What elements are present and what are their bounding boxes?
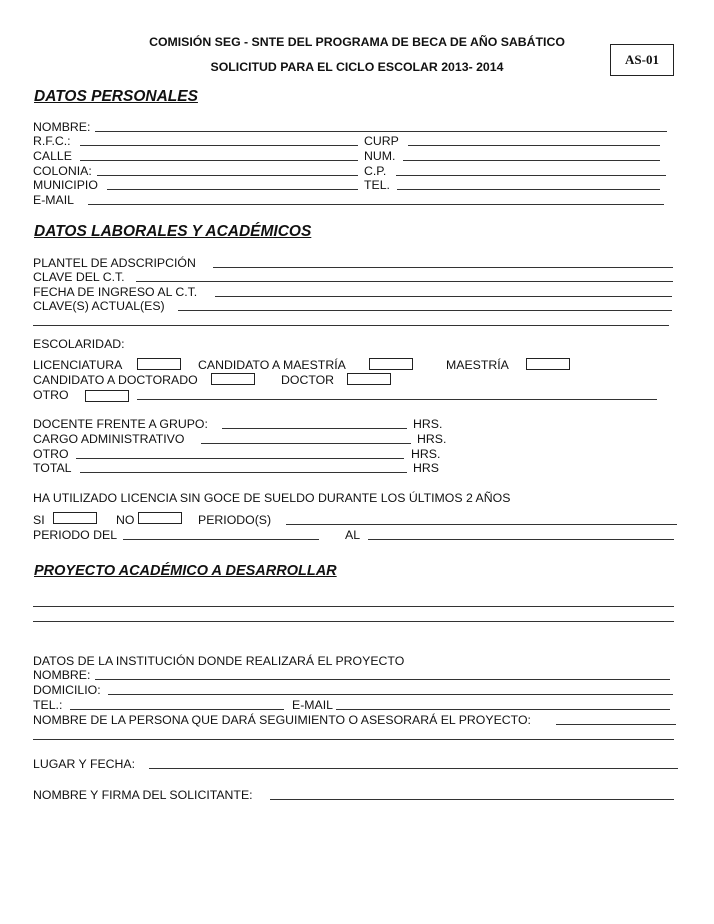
field-claves-extra[interactable] [33,325,669,326]
label-docente: DOCENTE FRENTE A GRUPO: [33,417,208,431]
label-al: AL [345,528,361,542]
field-tel[interactable] [397,189,660,190]
label-hrs-otro: HRS. [411,447,441,461]
label-licenciatura: LICENCIATURA [33,358,123,372]
label-rfc: R.F.C.: [33,134,71,148]
field-municipio[interactable] [107,189,358,190]
label-lugar-fecha: LUGAR Y FECHA: [33,757,136,771]
field-lugar-fecha[interactable] [149,768,678,769]
label-num: NUM. [364,149,396,163]
field-nombre[interactable] [95,131,667,132]
label-inst-nombre: NOMBRE: [33,668,91,682]
label-cp: C.P. [364,164,387,178]
field-asesor-extra[interactable] [33,739,674,740]
label-periodos: PERIODO(S) [198,513,272,527]
field-num[interactable] [403,160,660,161]
label-cargo: CARGO ADMINISTRATIVO [33,432,185,446]
checkbox-otro[interactable] [85,390,129,402]
label-total: TOTAL [33,461,72,475]
field-inst-tel[interactable] [70,709,284,710]
label-fecha-ingreso: FECHA DE INGRESO AL C.T. [33,285,198,299]
field-total-hrs[interactable] [80,472,407,473]
field-claves-actuales[interactable] [178,310,672,311]
field-periodos[interactable] [286,524,677,525]
field-proyecto-line2[interactable] [33,621,674,622]
label-claves-actuales: CLAVE(S) ACTUAL(ES) [33,299,165,313]
checkbox-licenciatura[interactable] [137,358,181,370]
label-si: SI [33,513,45,527]
field-cp[interactable] [396,175,666,176]
field-email[interactable] [88,204,664,205]
checkbox-si[interactable] [53,512,97,524]
field-asesor[interactable] [556,724,676,725]
label-hrs-docente: HRS. [413,417,443,431]
label-maestria: MAESTRÍA [446,358,509,372]
checkbox-cand-maestria[interactable] [369,358,413,370]
field-periodo-del[interactable] [123,539,319,540]
label-doctor: DOCTOR [281,373,335,387]
section-title-personal: DATOS PERSONALES [34,88,198,105]
field-fecha-ingreso[interactable] [215,296,672,297]
form-header-line1: COMISIÓN SEG - SNTE DEL PROGRAMA DE BECA DE AÑO SABÁTICO [149,35,565,49]
label-cand-doctorado: CANDIDATO A DOCTORADO [33,373,198,387]
field-inst-domicilio[interactable] [108,694,673,695]
label-inst-tel: TEL.: [33,698,63,712]
field-inst-email[interactable] [336,709,670,710]
label-licencia-question: HA UTILIZADO LICENCIA SIN GOCE DE SUELDO DURANTE LOS ÚLTIMOS 2 AÑOS [33,491,511,505]
field-docente-hrs[interactable] [222,428,407,429]
field-inst-nombre[interactable] [95,679,670,680]
label-otro-hrs: OTRO [33,447,69,461]
label-curp: CURP [364,134,399,148]
checkbox-cand-doctorado[interactable] [211,373,255,385]
section-title-proyecto: PROYECTO ACADÉMICO A DESARROLLAR [34,563,337,579]
field-colonia[interactable] [97,175,358,176]
field-periodo-al[interactable] [368,539,674,540]
field-otro-hrs[interactable] [76,458,404,459]
field-cargo-hrs[interactable] [201,443,411,444]
label-hrs-cargo: HRS. [417,432,447,446]
label-municipio: MUNICIPIO [33,178,98,192]
field-calle[interactable] [80,160,358,161]
label-otro-escolaridad: OTRO [33,388,69,402]
field-firma[interactable] [270,799,674,800]
checkbox-maestria[interactable] [526,358,570,370]
form-header-line2: SOLICITUD PARA EL CICLO ESCOLAR 2013- 2014 [210,60,504,74]
label-email: E-MAIL [33,193,74,207]
label-periodo-del: PERIODO DEL [33,528,118,542]
field-clave-ct[interactable] [136,281,673,282]
label-inst-domicilio: DOMICILIO: [33,683,101,697]
form-code-box: AS-01 [610,44,674,76]
label-escolaridad: ESCOLARIDAD: [33,337,125,351]
label-cand-maestria: CANDIDATO A MAESTRÍA [198,358,346,372]
section-title-laboral: DATOS LABORALES Y ACADÉMICOS [34,223,312,240]
label-clave-ct: CLAVE DEL C.T. [33,270,125,284]
label-plantel: PLANTEL DE ADSCRIPCIÓN [33,256,196,270]
label-hrs-total: HRS [413,461,439,475]
label-colonia: COLONIA: [33,164,92,178]
field-curp[interactable] [408,145,660,146]
checkbox-doctor[interactable] [347,373,391,385]
field-rfc[interactable] [80,145,358,146]
label-tel: TEL. [364,178,390,192]
field-proyecto-line1[interactable] [33,606,674,607]
label-no: NO [116,513,135,527]
label-calle: CALLE [33,149,72,163]
label-inst-email: E-MAIL [292,698,333,712]
label-institucion-title: DATOS DE LA INSTITUCIÓN DONDE REALIZARÁ EL PROYECTO [33,654,405,668]
label-asesor: NOMBRE DE LA PERSONA QUE DARÁ SEGUIMIENTO O ASESORARÁ EL PROYECTO: [33,713,531,727]
field-otro-escolaridad[interactable] [137,399,657,400]
checkbox-no[interactable] [138,512,182,524]
field-plantel[interactable] [213,267,673,268]
label-nombre: NOMBRE: [33,120,91,134]
label-firma: NOMBRE Y FIRMA DEL SOLICITANTE: [33,788,253,802]
